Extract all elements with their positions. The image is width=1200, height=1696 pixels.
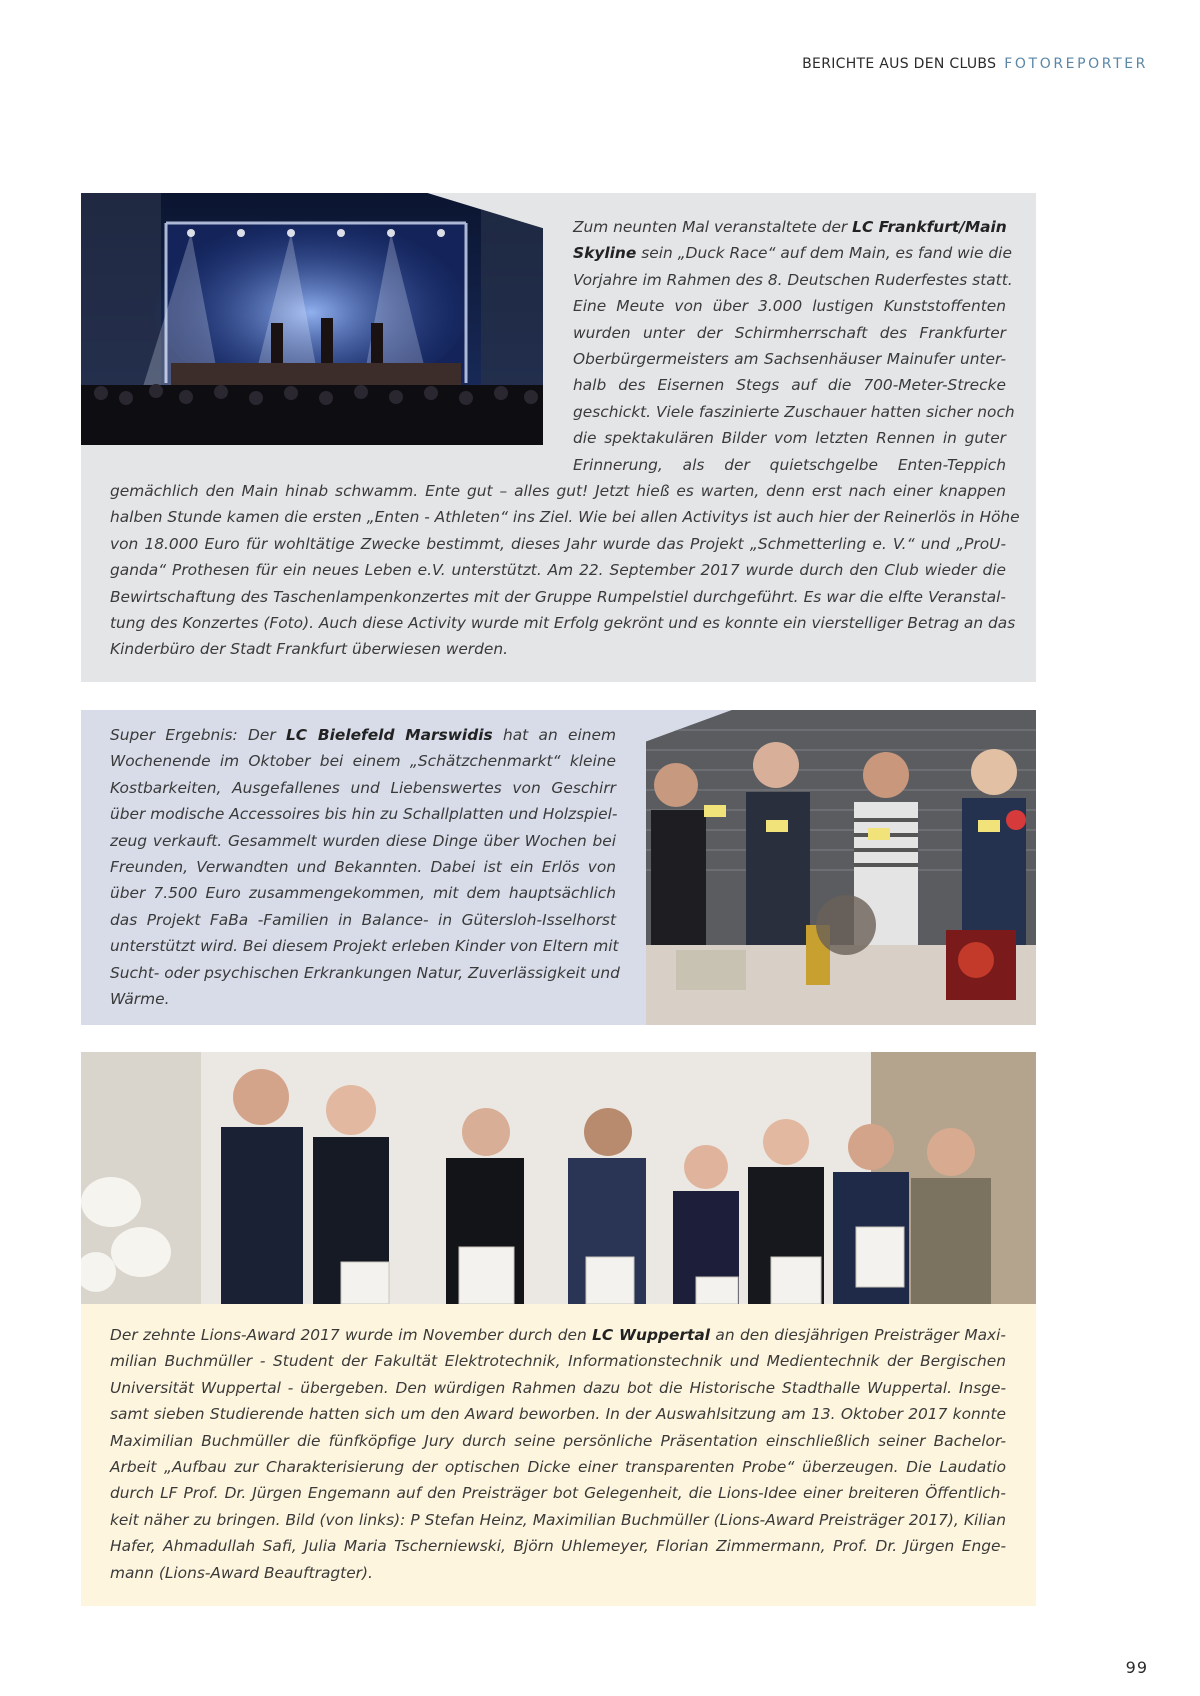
text-line [110,960,620,986]
club-name: Skyline [573,244,637,263]
text-line [573,346,1006,372]
text-segment: wurden unter der Schirmherrschaft des Frankfurter [573,323,1006,342]
text-line [573,320,1006,346]
article-bielefeld-text [110,722,620,1012]
text-line [110,557,1006,583]
text-segment: halben Stunde kamen die ersten „Enten - Athleten“ ins Ziel. Wie bei allen Activitys ist auch hier der Reinerlös in Höhe [110,508,1020,527]
text-line [110,722,616,748]
text-segment: zeug verkauft. Gesammelt wurden diese Dinge über Wochen bei [110,831,616,850]
article-frankfurt-text-bottom [110,478,1020,663]
text-segment: Sucht- oder psychischen Erkrankungen Natur, Zuverlässigkeit und [110,963,620,982]
text-line [110,610,1016,636]
club-name: LC Wuppertal [592,1326,711,1344]
text-segment: milian Buchmüller - Student der Fakultät Elektrotechnik, Informationstechnik und Medientechnik der Bergischen [110,1352,1006,1371]
text-line [110,854,616,880]
award-group-photo [81,1052,1036,1304]
text-segment: das Projekt FaBa -Familien in Balance- in Gütersloh-Isselhorst [110,910,616,929]
text-segment: Wärme. [110,990,170,1009]
text-line [573,214,1006,240]
article-frankfurt-text-top [573,214,1015,478]
text-segment: Wochenende im Oktober bei einem „Schätzchenmarkt“ kleine [110,752,616,771]
text-segment: von 18.000 Euro für wohltätige Zwecke bestimmt, dieses Jahr wurde das Projekt „Schmetterling e. V.“ und „ProU- [110,534,1006,553]
market-photo [646,710,1036,1025]
text-segment: Oberbürgermeisters am Sachsenhäuser Mainufer unter- [573,350,1006,369]
text-segment: Zum neunten Mal veranstaltete der [573,218,853,236]
text-line [110,1375,1006,1401]
text-line [110,1560,1006,1586]
text-line [110,1507,1006,1533]
text-line [110,1480,1006,1506]
header-section: BERICHTE AUS DEN CLUBS [802,56,997,72]
text-line [110,1401,1006,1427]
text-line [573,240,1012,266]
running-header [802,56,1148,72]
text-segment: geschickt. Viele faszinierte Zuschauer hatten sicher noch [573,402,1015,421]
text-segment: über modische Accessoires bis hin zu Schallplatten und Holzspiel- [110,805,618,824]
text-line [573,267,1013,293]
text-segment: keit näher zu bringen. Bild (von links): P Stefan Heinz, Maximilian Buchmüller (Lions-Award Preisträger 2017), Kilian [110,1510,1006,1529]
text-segment: an den diesjährigen Preisträger Maxi- [710,1326,1006,1344]
text-line [110,1533,1006,1559]
text-segment: Erinnerung, als der quietschgelbe Enten-Teppich [573,455,1006,474]
text-line [110,828,616,854]
club-name: LC Frankfurt/Main [852,218,1007,236]
text-line [110,907,616,933]
text-segment: Maximilian Buchmüller die fünfköpfige Jury durch seine persönliche Präsentation einschließlich seiner Bachelor- [110,1431,1006,1450]
text-line [110,531,1006,557]
text-segment: die spektakulären Bilder vom letzten Rennen in guter [573,429,1006,448]
text-line [110,584,1006,610]
text-line [573,399,1015,425]
text-segment: Super Ergebnis: Der [110,726,286,744]
text-line [110,1348,1006,1374]
text-segment: Eine Meute von über 3.000 lustigen Kunststoffenten [573,297,1006,316]
page-number: 99 [1125,1658,1148,1677]
text-line [573,425,1006,451]
text-line [573,372,1006,398]
concert-photo [81,193,543,445]
text-segment: halb des Eisernen Stegs auf die 700-Meter-Strecke [573,376,1006,395]
text-line [110,775,616,801]
text-segment: gemächlich den Main hinab schwamm. Ente gut – alles gut! Jetzt hieß es warten, denn erst nach einer knappen [110,482,1006,500]
text-segment: samt sieben Studierende hatten sich um den Award beworben. In der Auswahlsitzung am 13. Oktober 2017 konnte [110,1405,1006,1424]
text-segment: Freunden, Verwandten und Bekannten. Dabei ist ein Erlös von [110,858,616,877]
text-segment: hat an einem [492,726,616,744]
text-line [110,504,1020,530]
text-segment: Vorjahre im Rahmen des 8. Deutschen Ruderfestes statt. [573,270,1013,289]
text-line [110,1322,1006,1348]
header-subsection: FOTOREPORTER [1004,56,1148,72]
text-line [110,1428,1006,1454]
text-segment: unterstützt wird. Bei diesem Projekt erleben Kinder von Eltern mit [110,937,619,956]
text-line [110,636,1006,662]
text-segment: Universität Wuppertal - übergeben. Den würdigen Rahmen dazu bot die Historische Stadthalle Wuppertal. Insge- [110,1378,1006,1397]
text-line [110,986,616,1012]
article-wuppertal-text [110,1322,1006,1586]
text-segment: Kostbarkeiten, Ausgefallenes und Liebenswertes von Geschirr [110,778,616,797]
text-line [110,478,1006,504]
club-name: LC Bielefeld Marswidis [286,726,493,744]
text-line [110,801,616,827]
text-segment: Kinderbüro der Stadt Frankfurt überwiesen werden. [110,640,508,659]
text-segment: ganda“ Prothesen für ein neues Leben e.V. unterstützt. Am 22. September 2017 wurde durch den Club wieder die [110,561,1006,580]
text-line [573,293,1006,319]
text-segment: über 7.500 Euro zusammengekommen, mit dem hauptsächlich [110,884,616,903]
text-line [110,1454,1006,1480]
text-segment: Der zehnte Lions-Award 2017 wurde im November durch den [110,1326,593,1344]
text-segment: tung des Konzertes (Foto). Auch diese Activity wurde mit Erfolg gekrönt und es konnte ein vierstelliger Betrag an das [110,614,1016,633]
text-line [110,933,619,959]
text-segment: durch LF Prof. Dr. Jürgen Engemann auf den Preisträger bot Gelegenheit, die Lions-Idee einer breiteren Öffentlich- [110,1484,1006,1503]
text-segment: Arbeit „Aufbau zur Charakterisierung der optischen Dicke einer transparenten Probe“ überzeugen. Die Laudatio [110,1458,1006,1477]
text-line [110,880,616,906]
text-segment: mann (Lions-Award Beauftragter). [110,1563,373,1582]
text-segment: sein „Duck Race“ auf dem Main, es fand wie die [636,244,1012,263]
text-line [110,748,616,774]
text-line [573,452,1006,478]
text-segment: Bewirtschaftung des Taschenlampenkonzertes mit der Gruppe Rumpelstiel durchgeführt. Es war die elfte Veranstal- [110,587,1006,606]
text-segment: Hafer, Ahmadullah Safi, Julia Maria Tscherniewski, Björn Uhlemeyer, Florian Zimmermann, Prof. Dr. Jürgen Enge- [110,1537,1006,1556]
